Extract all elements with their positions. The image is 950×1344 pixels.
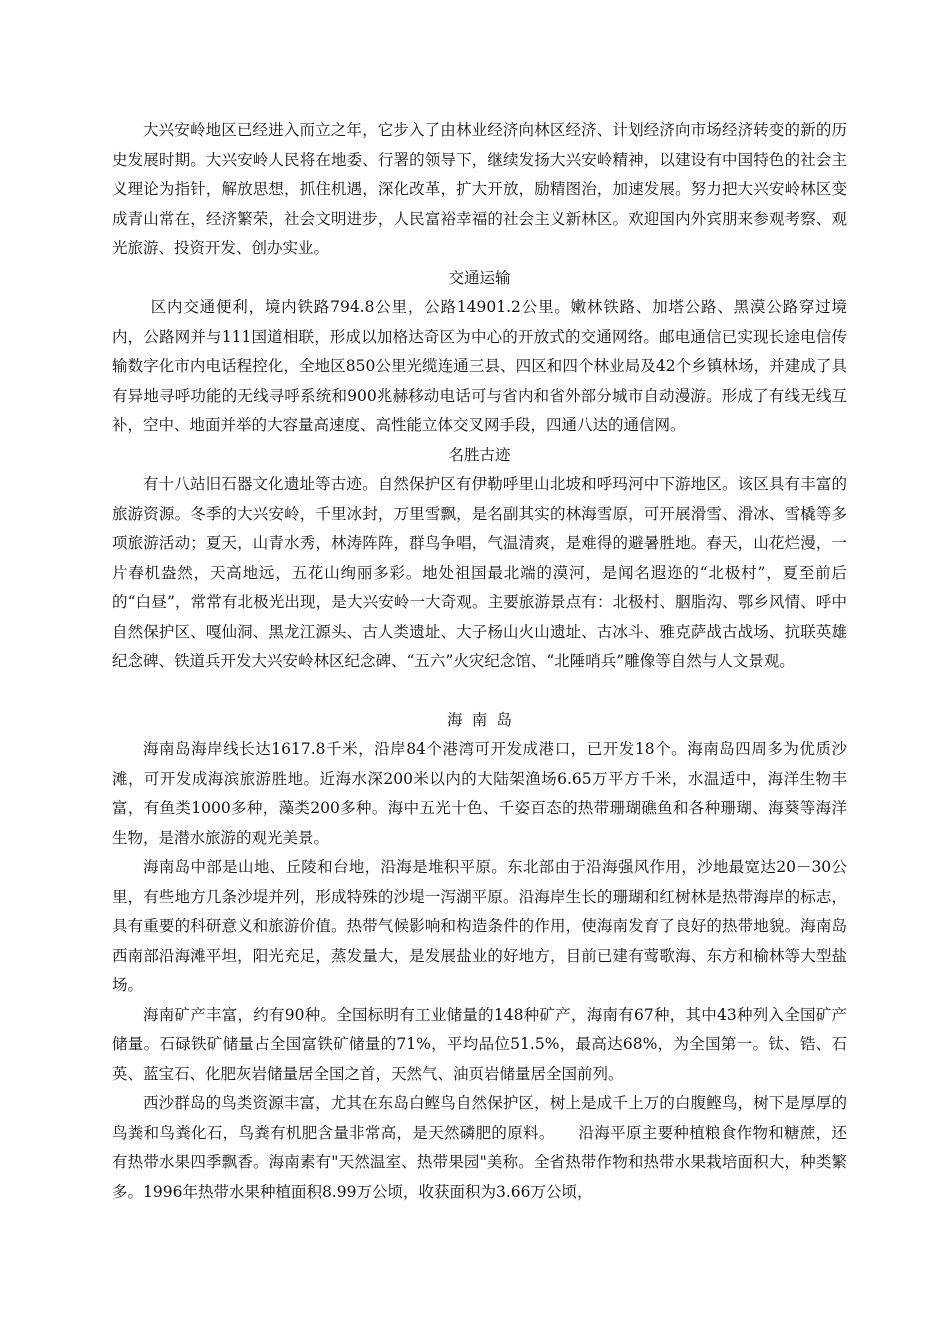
scenic-paragraph: 有十八站旧石器文化遗址等古迹。自然保护区有伊勒呼里山北坡和呼玛河中下游地区。该区具有丰富的旅游资源。冬季的大兴安岭，千里冰封，万里雪飘，是名副其实的林海雪原，可开展滑雪、滑冰、雪橇等多项旅游活动；夏天，山青水秀，林涛阵阵，群鸟争唱，气温清爽，是难得的避暑胜地。春天，山花烂漫，一片春机盎然，天高地远，五花山绚丽多彩。地处祖国最北端的漠河，是闻名遐迩的“北极村”，夏至前后的“白昼”，常常有北极光出现，是大兴安岭一大奇观。主要旅游景点有：北极村、胭脂沟、鄂乡风情、呼中自然保护区、嘎仙洞、黑龙江源头、古人类遗址、大子杨山火山遗址、古冰斗、雅克萨战古战场、抗联英雄纪念碑、铁道兵开发大兴安岭林区纪念碑、“五六”火灾纪念馆、“北陲哨兵”雕像等自然与人文景观。: [112, 475, 847, 670]
hainan-paragraph-minerals: 海南矿产丰富，约有90种。全国标明有工业储量的148种矿产，海南有67种，其中43种列入全国矿产储量。石碌铁矿储量占全国富铁矿储量的71%，平均品位51.5%，最高达68%，为全国第一。钛、锆、石英、蓝宝石、化肥灰岩储量居全国之首，天然气、油页岩储量居全国前列。: [112, 1005, 847, 1083]
scenic-heading: 名胜古迹: [448, 445, 511, 464]
document-page: [112, 116, 847, 1207]
section-gap: [112, 677, 847, 706]
hainan-paragraph-landform: 海南岛中部是山地、丘陵和台地，沿海是堆积平原。东北部由于沿海强风作用，沙地最宽达20－30公里，有些地方几条沙堤并列，形成特殊的沙堤一泻湖平原。沿海岸生长的珊瑚和红树林是热带海岸的标志，具有重要的科研意义和旅游价值。热带气候影响和构造条件的作用，使海南发育了良好的热带地貌。海南岛西南部沿海滩平坦，阳光充足，蒸发量大，是发展盐业的好地方，目前已建有莺歌海、东方和榆林等大型盐场。: [112, 858, 847, 994]
hainan-paragraph-birds-agriculture: 西沙群岛的鸟类资源丰富，尤其在东岛白鲣鸟自然保护区，树上是成千上万的白腹鲣鸟，树下是厚厚的鸟粪和鸟粪化石，鸟粪有机肥含量非常高，是天然磷肥的原料。 沿海平原主要种植粮食作物和糖蔗，还有热带水果四季飘香。海南素有"天然温室、热带果园"美称。全省热带作物和热带水果栽培面积大，种类繁多。1996年热带水果种植面积8.99万公顷，收获面积为3.66万公顷，: [112, 1094, 847, 1201]
transport-paragraph: 区内交通便利，境内铁路794.8公里，公路14901.2公里。嫩林铁路、加塔公路、黑漠公路穿过境内，公路网并与111国道相联，形成以加格达奇区为中心的开放式的交通网络。邮电通信已实现长途电信传输数字化市内电话程控化，全地区850公里光缆连通三县、四区和四个林业局及42个乡镇林场，并建成了具有异地寻呼功能的无线寻呼系统和900兆赫移动电话可与省内和省外部分城市自动漫游。形成了有线无线互补，空中、地面并举的大容量高速度、高性能立体交叉网手段，四通八达的通信网。: [112, 298, 847, 434]
hainan-heading: 海南岛: [446, 710, 522, 729]
intro-paragraph: 大兴安岭地区已经进入而立之年，它步入了由林业经济向林区经济、计划经济向市场经济转变的新的历史发展时期。大兴安岭人民将在地委、行署的领导下，继续发扬大兴安岭精神，以建设有中国特色的社会主义理论为指针，解放思想，抓住机遇，深化改革，扩大开放，励精图治，加速发展。努力把大兴安岭林区变成青山常在，经济繁荣，社会文明进步，人民富裕幸福的社会主义新林区。欢迎国内外宾朋来参观考察、观光旅游、投资开发、创办实业。: [112, 121, 847, 257]
transport-heading: 交通运输: [448, 268, 511, 287]
hainan-paragraph-coast: 海南岛海岸线长达1617.8千米，沿岸84个港湾可开发成港口，已开发18个。海南岛四周多为优质沙滩，可开发成海滨旅游胜地。近海水深200米以内的大陆架渔场6.65万平方千米，水温适中，海洋生物丰富，有鱼类1000多种，藻类200多种。海中五光十色、千姿百态的热带珊瑚礁鱼和各种珊瑚、海葵等海洋生物，是潜水旅游的观光美景。: [112, 740, 847, 847]
